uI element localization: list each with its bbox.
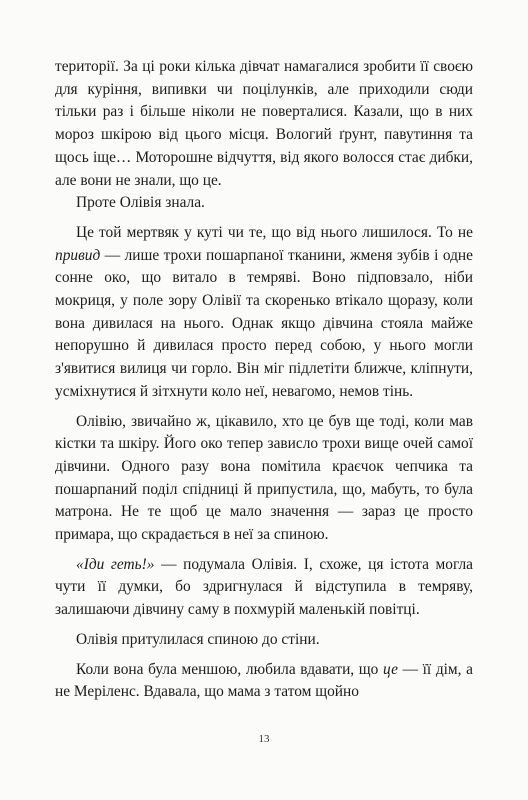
paragraph-5-emphasis: «Іди геть!» xyxy=(76,555,155,573)
paragraph-3-text-a: Це той мертвяк у куті чи те, що від нього лишилося. То не xyxy=(76,223,473,241)
paragraph-5-text: — подумала Олівія. І, схоже, ця істота могла чути її думки, бо здригнулася й відступила в темряву, залишаючи дівчину саму в похмурій маленькій повітці. xyxy=(55,555,473,619)
paragraph-4 xyxy=(55,411,473,547)
paragraph-4-text: Олівію, звичайно ж, цікавило, хто це був ще тоді, коли мав кістки та шкіру. Його око тепер зависло трохи вище очей самої дівчини. Одного разу вона помітила краєчок чепчика та пошарпаний поділ спідниці й припустила, що, мабуть, то була матрона. Не те щоб це мало значення — зараз це просто примара, що скрадається в неї за спиною. xyxy=(55,412,473,544)
paragraph-1-text: території. За ці роки кілька дівчат намагалися зробити її своєю для куріння, випивки чи поцілунків, але приходили сюди тільки раз і більше ніколи не поверталися. Казали, що в них мороз шкірою від цього місця. Вологий ґрунт, павутиння та щось іще… Моторошне відчуття, від якого волосся стає дибки, але вони не знали, що це. xyxy=(55,58,473,189)
paragraph-3-text-b: — лише трохи пошарпаної тканини, жменя зубів і одне сонне око, що витало в темряві. Воно підповзало, ніби мокриця, у поле зору Олівії та скоренько втікало щоразу, коли вона дивилася на нього. Однак якщо дівчина стояла майже непорушно й дивилася просто перед собою, у нього могли з'явитися вилиця чи горло. Він міг підлетіти ближче, кліпнути, усміхнутися й зітхнути коло неї, невагомо, немов тінь. xyxy=(55,246,473,400)
paragraph-6-text: Олівія притулилася спиною до стіни. xyxy=(76,630,320,648)
paragraph-3-emphasis: привид xyxy=(55,246,101,264)
paragraph-7 xyxy=(55,659,473,704)
paragraph-1 xyxy=(55,56,473,192)
paragraph-3 xyxy=(55,222,473,404)
page-number: 13 xyxy=(258,733,270,745)
paragraph-7-text-a: Коли вона була меншою, любила вдавати, що xyxy=(76,660,384,678)
paragraph-6 xyxy=(55,629,473,652)
paragraph-7-emphasis: це xyxy=(383,660,398,678)
paragraph-5 xyxy=(55,554,473,622)
body-text xyxy=(55,56,473,704)
paragraph-7-text-b: — її дім, а не Меріленс. Вдавала, що мама з татом щойно xyxy=(55,660,474,701)
paragraph-2 xyxy=(55,192,473,215)
paragraph-2-text: Проте Олівія знала. xyxy=(76,194,205,212)
